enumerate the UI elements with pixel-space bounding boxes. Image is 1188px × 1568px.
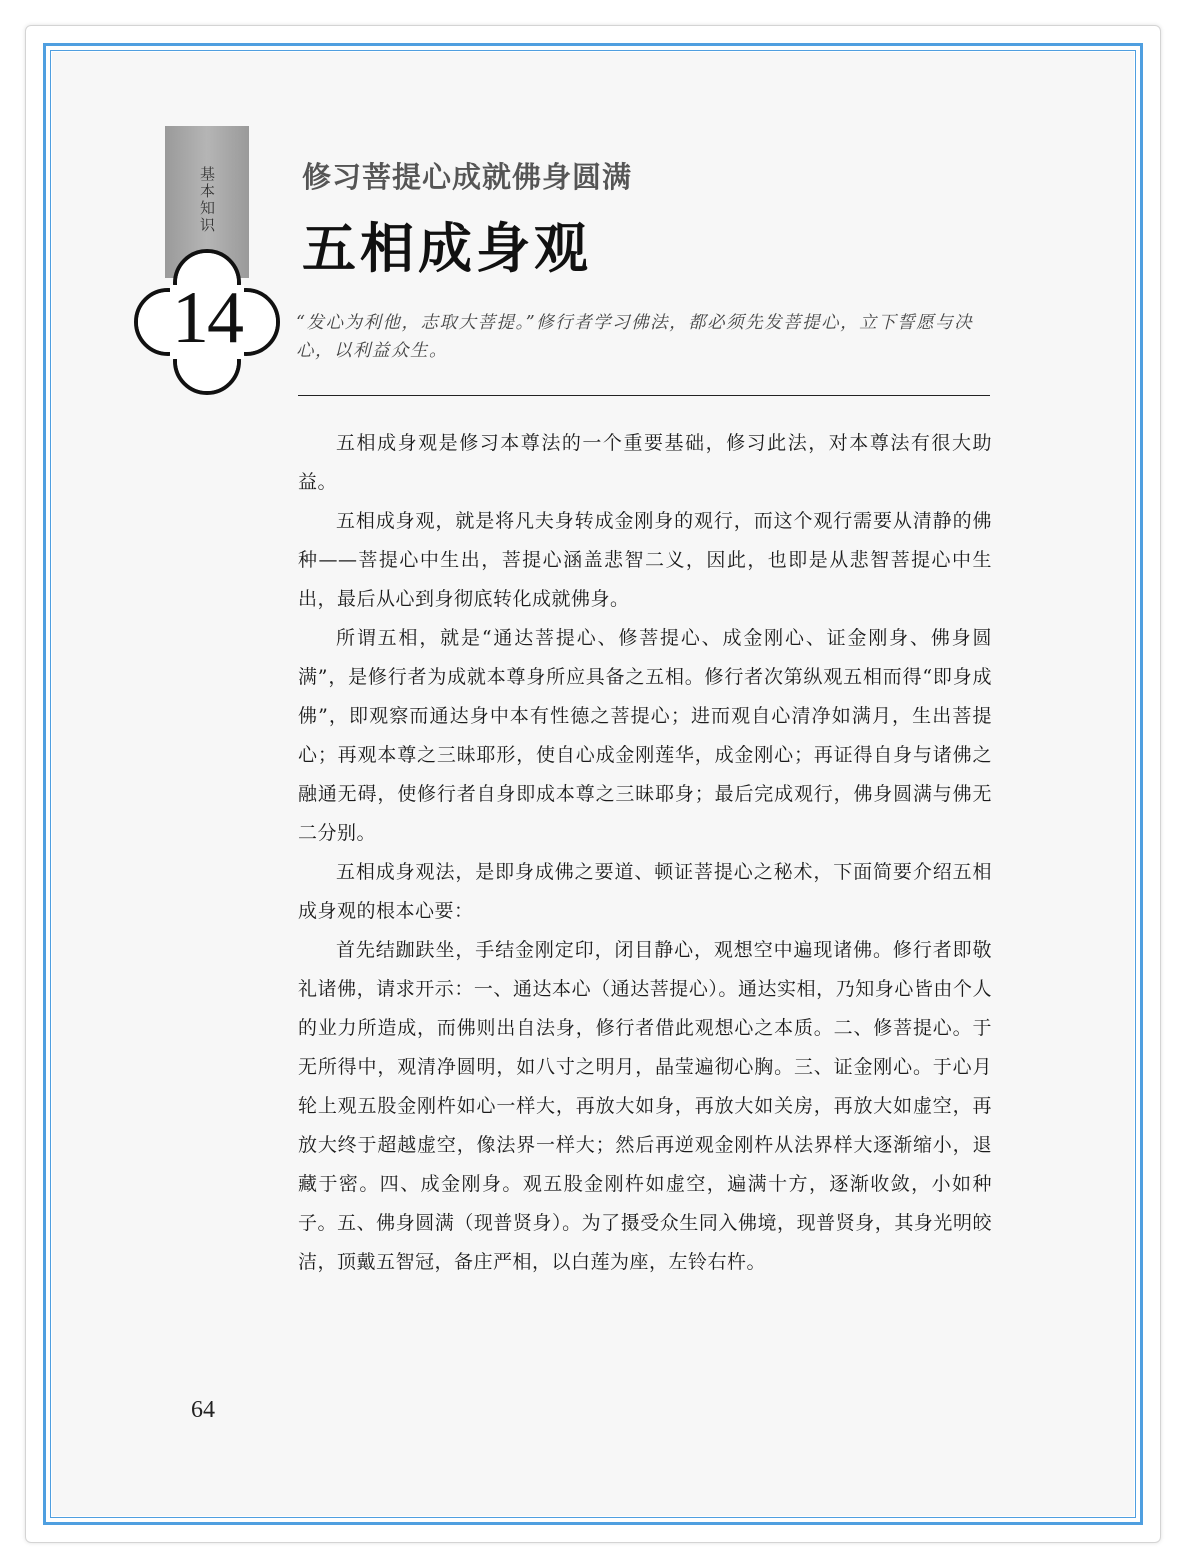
paragraph: 首先结跏趺坐，手结金刚定印，闭目静心，观想空中遍现诸佛。修行者即敬礼诸佛，请求开示：一、通达本心（通达菩提心）。通达实相，乃知身心皆由个人的业力所造成，而佛则出自法身，修行者借此观想心之本质。二、修菩提心。于无所得中，观清净圆明，如八寸之明月，晶莹遍彻心胸。三、证金刚心。于心月轮上观五股金刚杵如心一样大，再放大如身，再放大如关房，再放大如虚空，再放大终于超越虚空，像法界一样大；然后再逆观金刚杵从法界样大逐渐缩小，退藏于密。四、成金刚身。观五股金刚杵如虚空，遍满十方，逐渐收敛，小如种子。五、佛身圆满（现普贤身）。为了摄受众生同入佛境，现普贤身，其身光明皎洁，顶戴五智冠，备庄严相，以白莲为座，左铃右杵。: [298, 939, 992, 1273]
page-subtitle: 修习菩提心成就佛身圆满: [302, 160, 633, 194]
paragraph: 五相成身观，就是将凡夫身转成金刚身的观行，而这个观行需要从清静的佛种——菩提心中生出，菩提心涵盖悲智二义，因此，也即是从悲智菩提心中生出，最后从心到身彻底转化成就佛身。: [298, 510, 992, 610]
book-page: [52, 52, 1134, 1516]
page-number: 64: [191, 1397, 215, 1423]
chapter-badge: [132, 247, 282, 397]
divider: [298, 395, 990, 396]
chapter-number: 14: [172, 277, 242, 359]
paragraph: 五相成身观是修习本尊法的一个重要基础，修习此法，对本尊法有很大助益。: [298, 432, 992, 493]
side-tab-label: 基本知识: [198, 166, 216, 234]
paragraph: 所谓五相，就是“通达菩提心、修菩提心、成金刚心、证金刚身、佛身圆满”，是修行者为成就本尊身所应具备之五相。修行者次第纵观五相而得“即身成佛”，即观察而通达身中本有性德之菩提心；进而观自心清净如满月，生出菩提心；再观本尊之三昧耶形，使自心成金刚莲华，成金刚心；再证得自身与诸佛之融通无碍，使修行者自身即成本尊之三昧耶身；最后完成观行，佛身圆满与佛无二分别。: [298, 627, 992, 844]
body-text: [298, 424, 992, 1282]
paragraph: 五相成身观法，是即身成佛之要道、顿证菩提心之秘术，下面简要介绍五相成身观的根本心要：: [298, 861, 992, 922]
page-title: 五相成身观: [302, 216, 592, 280]
epigraph: “发心为利他，志取大菩提。”修行者学习佛法，都必须先发菩提心，立下誓愿与决心，以利益众生。: [296, 313, 974, 361]
